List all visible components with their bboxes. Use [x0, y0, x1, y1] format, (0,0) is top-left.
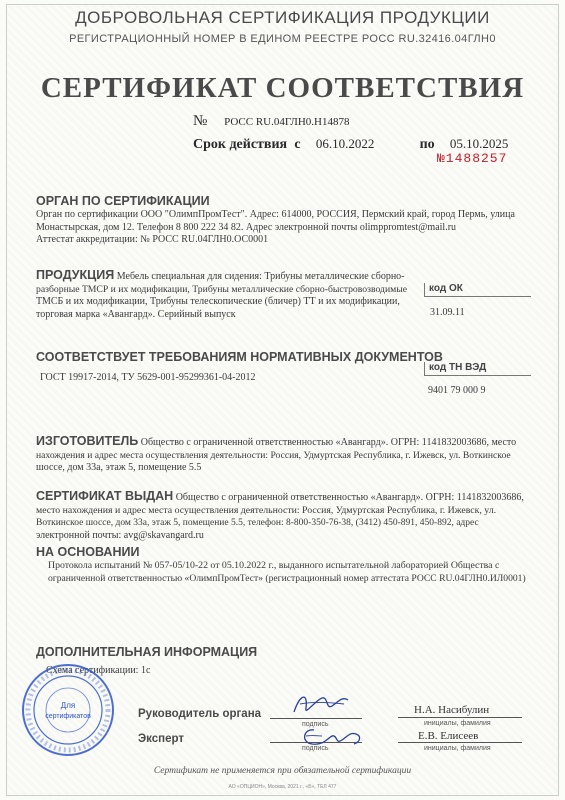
issued-heading: СЕРТИФИКАТ ВЫДАН [36, 489, 174, 503]
header-registry: РЕГИСТРАЦИОННЫЙ НОМЕР В ЕДИНОМ РЕЕСТРЕ РОСС RU.32416.04ГЛН0 [69, 33, 496, 45]
additional-heading: ДОПОЛНИТЕЛЬНАЯ ИНФОРМАЦИЯ [36, 645, 258, 659]
conform-heading: СООТВЕТСТВУЕТ ТРЕБОВАНИЯМ НОРМАТИВНЫХ ДОКУМЕНТОВ [36, 350, 443, 364]
manufacturer-line-2: нахождения и адрес места осуществления деятельности: Россия, Удмуртская Республика, г. Ижевск, ул. Воткинское [36, 449, 511, 461]
product-line-1: Мебель специальная для сидения: Трибуны металлические сборно- [116, 271, 405, 282]
organ-text [36, 209, 536, 247]
stamp-text-2: сертификатов [45, 713, 91, 720]
basis-line-1: Протокола испытаний № 057-05/10-22 от 05.10.2022 г., выданного испытательной лабораторией Общества с [48, 560, 500, 571]
issued-line-2: место нахождения и адрес места осуществления деятельности: Россия, Удмуртская Республика, г. Ижевск, ул. [36, 504, 497, 516]
number-symbol: № [193, 113, 208, 129]
head-name-caption: инициалы, фамилия [424, 720, 491, 727]
validity-to: 05.10.2025 [449, 136, 509, 151]
expert-name-line [398, 742, 522, 743]
validity-label: Срок действия [193, 137, 288, 152]
conform-text: ГОСТ 19917-2014, ТУ 5629-001-95299361-04-2012 [40, 372, 256, 383]
expert-role: Эксперт [138, 733, 185, 745]
product-heading: ПРОДУКЦИЯ [36, 268, 115, 282]
organ-line-1: Орган по сертификации ООО "ОлимпПромТест". Адрес: 614000, РОССИЯ, Пермский край, город Пермь, улица [36, 209, 515, 220]
basis-text [48, 560, 530, 585]
okpd-code-value: 31.09.11 [430, 307, 465, 318]
product-line-4: торговая марка «Авангард». Серийный выпуск [36, 308, 236, 320]
organ-line-2: Монастырская, дом 12. Телефон 8 800 222 34 82. Адрес электронной почты olimppromtest@mail.ru [36, 221, 457, 233]
tnved-code-value: 9401 79 000 9 [428, 385, 486, 396]
validity-from-prefix: с [294, 137, 301, 152]
stamp-text-1: Для [60, 701, 76, 710]
okpd-code-label: код ОК [429, 283, 463, 294]
issued-line-4: электронной почты: avg@skavangard.ru [36, 529, 204, 541]
issued-line-1: Общество с ограниченной ответственностью «Авангард». ОГРН: 1141832003686, [175, 492, 524, 503]
manufacturer-heading: ИЗГОТОВИТЕЛЬ [36, 434, 139, 448]
issued-text [36, 490, 530, 542]
manufacturer-line-3: шоссе, дом 33а, этаж 5, помещение 5.5 [36, 462, 202, 473]
product-line-3: ТМСБ и их модификации, Трибуны телескопические (бличер) ТТ и их модификации, [36, 296, 400, 307]
head-signature-caption: подпись [302, 721, 329, 728]
expert-signature-mark [296, 722, 368, 750]
manufacturer-text [36, 435, 530, 475]
head-role: Руководитель органа [138, 708, 262, 720]
footer-note: Сертификат не применяется при обязательной сертификации [153, 766, 412, 776]
tnved-code-label: код ТН ВЭД [429, 362, 487, 373]
serial-number: №1488257 [437, 151, 508, 166]
certificate-number [193, 113, 349, 130]
head-name-line [398, 717, 522, 718]
basis-heading: НА ОСНОВАНИИ [36, 545, 140, 559]
tnved-code-box [424, 362, 531, 376]
validity-to-prefix: по [419, 137, 435, 152]
expert-name-caption: инициалы, фамилия [424, 745, 491, 752]
number-value: РОСС RU.04ГЛН0.Н14878 [224, 116, 350, 128]
scheme-text: Схема сертификации: 1с [46, 665, 151, 676]
expert-signature-caption: подпись [302, 745, 329, 752]
organ-heading: ОРГАН ПО СЕРТИФИКАЦИИ [36, 194, 210, 208]
certificate-title: СЕРТИФИКАТ СООТВЕТСТВИЯ [40, 72, 525, 104]
head-name: Н.А. Насибулин [414, 704, 490, 716]
okpd-code-box [424, 283, 531, 297]
product-text [36, 269, 422, 321]
product-line-2: разборные ТМСР и их модификации, Трибуны металлические сборно-быстровозводимые [36, 283, 408, 295]
print-info: АО «ОПЦИОН», Москва, 2021 г., «Б», ТЕЛ 477 [228, 784, 337, 790]
validity-from: 06.10.2022 [315, 136, 375, 151]
expert-name: Е.В. Елисеев [418, 730, 479, 742]
header-title: ДОБРОВОЛЬНАЯ СЕРТИФИКАЦИЯ ПРОДУКЦИИ [75, 8, 490, 27]
certification-stamp [20, 662, 116, 758]
basis-line-2: ограниченной ответственностью «ОлимпПромТест» (регистрационный номер аттестата РОСС RU.04ГЛН0.ИЛ0001) [48, 572, 526, 584]
issued-line-3: Воткинское шоссе, дом 33а, этаж 5, помещение 5.5, телефон: 8-800-350-76-38, (3412) 450-891, 450-892, адрес [36, 518, 479, 528]
manufacturer-line-1: Общество с ограниченной ответственностью «Авангард». ОГРН: 1141832003686, место [140, 437, 517, 448]
organ-line-3: Аттестат аккредитации: № РОСС RU.04ГЛН0.ОС0001 [36, 234, 269, 245]
head-signature-mark [286, 690, 356, 720]
